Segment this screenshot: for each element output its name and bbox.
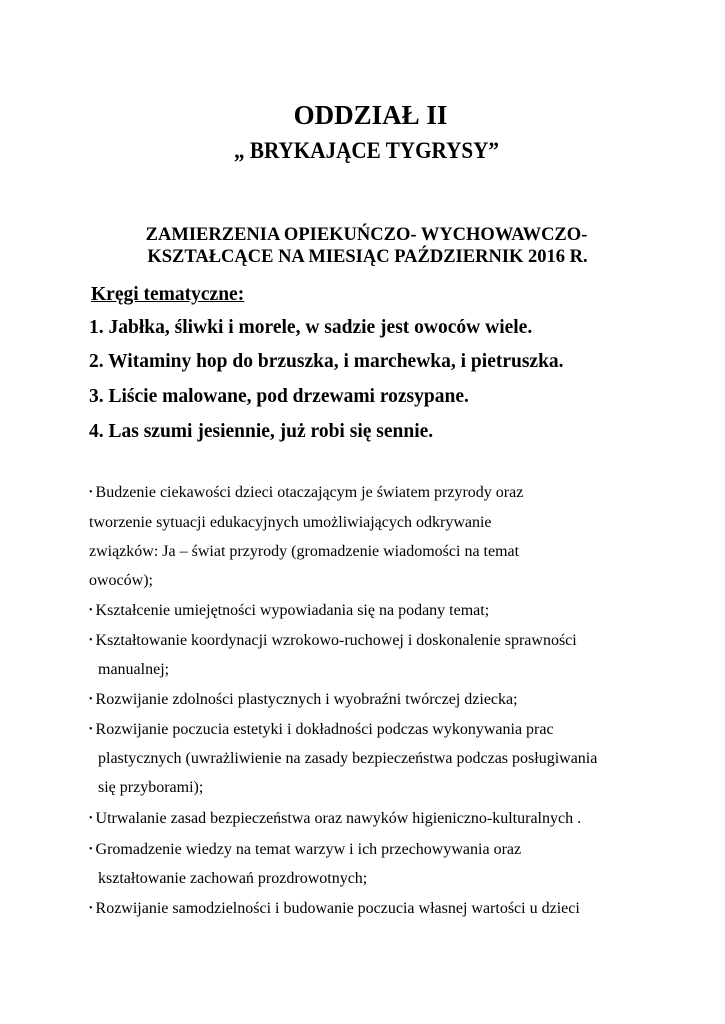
goal-line [89,484,523,502]
goal-line [89,810,581,828]
goal-text: Rozwijanie zdolności plastycznych i wyobraźni twórczej dziecka; [95,691,518,708]
goal-line [89,514,492,532]
bullet-icon: • [89,724,93,735]
plan-heading-line-2: KSZTAŁCĄCE NA MIESIĄC PAŹDZIERNIK 2016 R. [147,247,588,267]
goal-line [89,632,577,650]
goal-line [89,691,518,709]
goal-line [98,870,367,888]
themes-heading: Kręgi tematyczne: [91,284,245,305]
bullet-icon: • [89,487,93,498]
goal-text: plastycznych (uwrażliwienie na zasady bezpieczeństwa podczas posługiwania [98,750,598,767]
bullet-icon: • [89,903,93,914]
goal-text: się przyborami); [98,779,204,796]
page-subtitle: „ BRYKAJĄCE TYGRYSY” [233,138,500,163]
bullet-icon: • [89,694,93,705]
bullet-icon: • [89,605,93,616]
goal-text: Gromadzenie wiedzy na temat warzyw i ich przechowywania oraz [95,841,522,858]
goal-text: Rozwijanie samodzielności i budowanie poczucia własnej wartości u dzieci [95,900,580,917]
goal-line [89,841,521,859]
plan-heading-line-1: ZAMIERZENIA OPIEKUŃCZO- WYCHOWAWCZO- [145,225,588,245]
bullet-icon: • [89,813,93,824]
goal-line [89,572,153,590]
goal-line [98,661,169,679]
goal-line [89,900,580,918]
theme-item: 1. Jabłka, śliwki i morele, w sadzie jest owoców wiele. [89,317,533,338]
page-title: ODDZIAŁ II [293,100,448,130]
goal-text: manualnej; [98,661,170,678]
goal-text: Budzenie ciekawości dzieci otaczającym je światem przyrody oraz [95,484,524,501]
goal-text: Rozwijanie poczucia estetyki i dokładności podczas wykonywania prac [95,721,554,738]
goal-text: Kształtowanie koordynacji wzrokowo-ruchowej i doskonalenie sprawności [95,632,577,649]
goal-line [98,750,597,768]
theme-item: 2. Witaminy hop do brzuszka, i marchewka, i pietruszka. [89,351,564,372]
goal-line [89,721,554,739]
theme-item: 4. Las szumi jesiennie, już robi się sennie. [89,421,434,442]
goal-line [89,543,519,561]
goal-text: Kształcenie umiejętności wypowiadania się na podany temat; [95,602,490,619]
goal-text: kształtowanie zachowań prozdrowotnych; [98,870,368,887]
goal-text: Utrwalanie zasad bezpieczeństwa oraz nawyków higieniczno-kulturalnych . [95,810,582,827]
goal-line [98,779,203,797]
goal-text: tworzenie sytuacji edukacyjnych umożliwiających odkrywanie [89,514,492,531]
bullet-icon: • [89,635,93,646]
theme-item: 3. Liście malowane, pod drzewami rozsypane. [89,386,469,407]
goal-line [89,602,489,620]
goal-text: owoców); [89,572,153,589]
bullet-icon: • [89,844,93,855]
goal-text: związków: Ja – świat przyrody (gromadzenie wiadomości na temat [89,543,520,560]
